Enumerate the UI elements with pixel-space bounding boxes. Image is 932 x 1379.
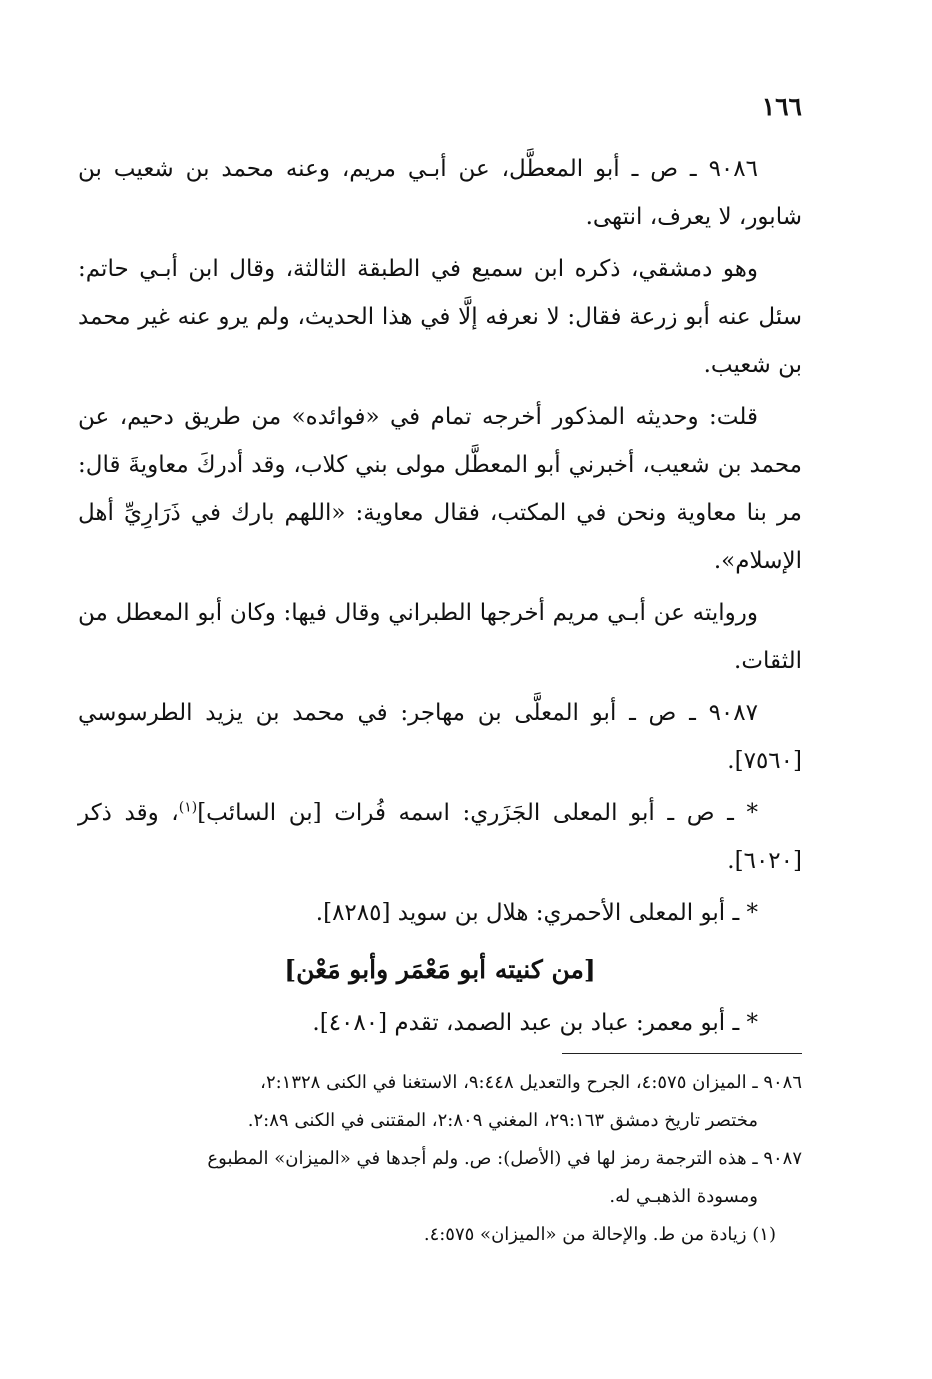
entry-jazari-rest: ، وقد ذكر [٦٠٢٠]. (78, 800, 802, 874)
paragraph-tabarani: وروايته عن أبـي مريم أخرجها الطبراني وقال فيها: وكان أبو المعطل من الثقات. (78, 600, 802, 674)
footnote-marker: (١) (178, 799, 198, 816)
footnote-9086-line1: ٩٠٨٦ ـ الميزان ٤:٥٧٥، الجرح والتعديل ٩:٤٤٨، الاستغنا في الكنى ٢:١٣٢٨، (260, 1072, 802, 1093)
footnote-1: (١) زيادة من ط. والإحالة من «الميزان» ٤:٥٧٥. (423, 1224, 776, 1245)
footnote-9087 (78, 1140, 802, 1216)
section-heading: [من كنيته أبو مَعْمَر وأبو مَعْن] (284, 955, 596, 984)
footnote-9086-line2: مختصر تاريخ دمشق ٢٩:١٦٣، المغني ٢:٨٠٩، المقتنى في الكنى ٢:٨٩. (247, 1110, 758, 1131)
paragraph-damascene: وهو دمشقي، ذكره ابن سميع في الطبقة الثالثة، وقال ابن أبـي حاتم: سئل عنه أبو زرعة فقال: لا نعرفه إلَّا في هذا الحديث، ولم يرو عنه غير محمد بن شعيب. (78, 256, 802, 378)
main-text (78, 145, 802, 1047)
entry-abu-mamar: * ـ أبو معمر: عباد بن عبد الصمد، تقدم [٤٠٨٠]. (312, 1010, 758, 1036)
entry-abu-almuala-alahmari: * ـ أبو المعلى الأحمري: هلال بن سويد [٨٢٨٥]. (315, 900, 758, 926)
footnotes (78, 1064, 802, 1254)
footnote-9087-line1: ٩٠٨٧ ـ هذه الترجمة رمز لها في (الأصل): ص. ولم أجدها في «الميزان» المطبوع (207, 1148, 802, 1169)
paragraph-hadith: قلت: وحديثه المذكور أخرجه تمام في «فوائده» من طريق دحيم، عن محمد بن شعيب، أخبرني أبو المعطَّل مولى بني كلاب، وقد أدركَ معاويةَ قال: مر بنا معاوية ونحن في المكتب، فقال معاوية: «اللهم بارك في ذَرَارِيِّ أهل الإسلام». (78, 404, 802, 574)
entry-abu-almuala-aljazari (78, 789, 802, 885)
entry-9086: ٩٠٨٦ ـ ص ـ أبو المعطَّل، عن أبـي مريم، وعنه محمد بن شعيب بن شابور، لا يعرف، انتهى. (78, 156, 802, 230)
footnote-9086 (78, 1064, 802, 1140)
footnote-divider (562, 1053, 802, 1054)
entry-jazari-text: * ـ ص ـ أبو المعلى الجَزَري: اسمه فُرات [بن السائب] (197, 800, 759, 826)
entry-9087: ٩٠٨٧ ـ ص ـ أبو المعلَّى بن مهاجر: في محمد بن يزيد الطرسوسي [٧٥٦٠]. (78, 700, 802, 774)
footnote-9087-line2: ومسودة الذهبـي له. (609, 1186, 758, 1207)
page-number: ١٦٦ (761, 92, 802, 121)
